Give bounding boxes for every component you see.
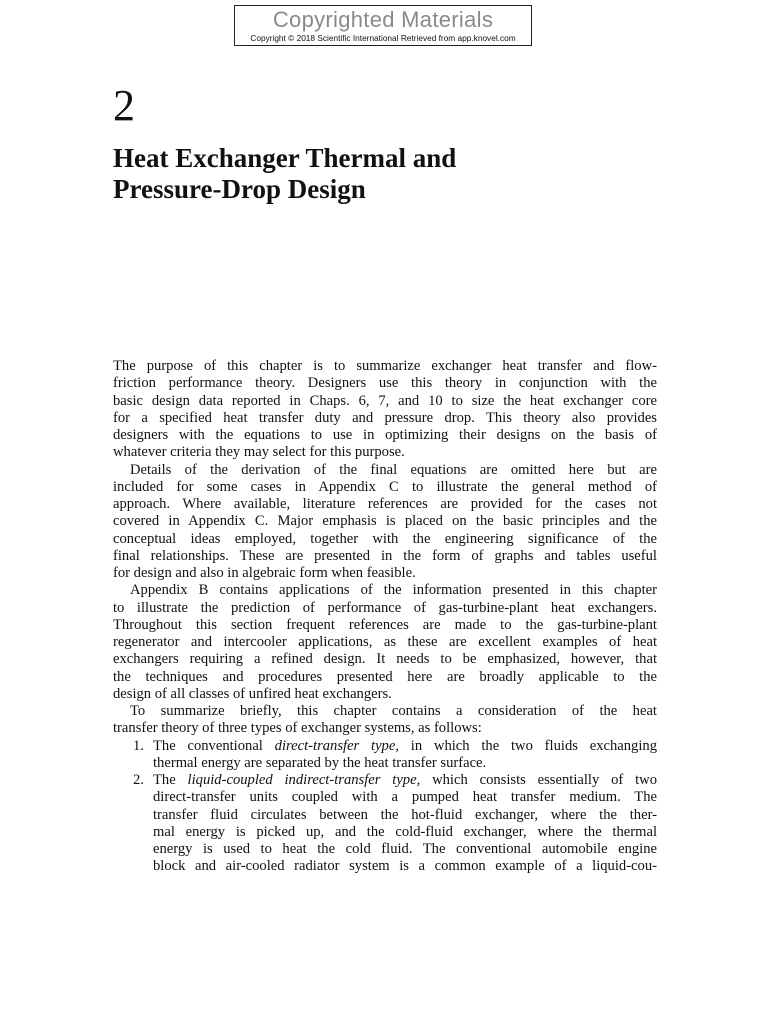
text-line: approach. Where available, literature references are provided for the cases not xyxy=(113,496,657,512)
text-line: whatever criteria they may select for this purpose. xyxy=(113,444,405,461)
text-line: To summarize briefly, this chapter contains a consideration of the heat xyxy=(130,703,657,719)
text-line: the techniques and procedures presented here are broadly applicable to the xyxy=(113,668,657,685)
text-line: basic design data reported in Chaps. 6, 7, and 10 to size the heat exchanger core xyxy=(113,392,657,409)
paragraph-summary xyxy=(113,703,657,738)
text-line: direct-transfer units coupled with a pumped heat transfer medium. The xyxy=(153,789,657,806)
text-line: Throughout this section frequent references are made to the gas-turbine-plant xyxy=(113,616,657,633)
text-line: design of all classes of unfired heat exchangers. xyxy=(113,685,392,702)
text-line: thermal energy are separated by the heat transfer surface. xyxy=(153,754,487,771)
text-line: transfer fluid circulates between the hot-fluid exchanger, where the ther- xyxy=(153,806,657,823)
watermark-title: Copyrighted Materials xyxy=(272,7,494,32)
text-line: block and air-cooled radiator system is a common example of a liquid-cou- xyxy=(153,858,657,875)
text-line: energy is used to heat the cold fluid. The conventional automobile engine xyxy=(153,841,657,857)
chapter-title-line: Pressure-Drop Design xyxy=(113,174,366,204)
text-line: exchangers requiring a refined design. It needs to be emphasized, however, that xyxy=(113,651,657,668)
text-run: The conventional xyxy=(153,737,275,754)
list-number: 1. xyxy=(133,737,144,754)
text-line: designers with the equations to use in optimizing their designs on the basis of xyxy=(113,427,657,443)
text-run: in which the two fluids exchanging xyxy=(398,737,657,754)
chapter-body xyxy=(113,358,657,876)
text-line: mal energy is picked up, and the cold-fluid exchanger, where the thermal xyxy=(153,823,657,840)
copyright-watermark xyxy=(234,5,532,46)
text-line: The purpose of this chapter is to summarize exchanger heat transfer and flow- xyxy=(113,358,657,374)
list-item xyxy=(113,772,657,876)
text-line: to illustrate the prediction of performance of gas-turbine-plant heat exchangers. xyxy=(113,599,657,616)
chapter-number: 2 xyxy=(113,81,135,130)
text-line: included for some cases in Appendix C to illustrate the general method of xyxy=(113,478,657,495)
text-line: friction performance theory. Designers use this theory in conjunction with the xyxy=(113,375,657,392)
text-line: regenerator and intercooler applications, as these are excellent examples of heat xyxy=(113,634,657,650)
text-line: final relationships. These are presented in the form of graphs and tables useful xyxy=(113,547,657,564)
text-line xyxy=(153,772,657,789)
text-line: conceptual ideas employed, together with the engineering significance of the xyxy=(113,530,657,547)
text-line xyxy=(153,738,657,755)
term-direct-transfer: direct-transfer type, xyxy=(274,737,399,754)
text-line: Appendix B contains applications of the information presented in this chapter xyxy=(130,582,657,599)
watermark-subtitle: Copyright © 2018 Scientific International Retrieved from app.knovel.com xyxy=(250,33,516,43)
text-line: Details of the derivation of the final equations are omitted here but are xyxy=(130,461,657,478)
list-item xyxy=(113,738,657,773)
text-line: transfer theory of three types of exchanger systems, as follows: xyxy=(113,720,482,737)
text-line: for a specified heat transfer duty and pressure drop. This theory also provides xyxy=(113,409,657,426)
paragraph-appendix-b xyxy=(113,582,657,703)
paragraph-intro xyxy=(113,358,657,462)
text-run: The xyxy=(153,772,188,788)
text-line: covered in Appendix C. Major emphasis is placed on the basic principles and the xyxy=(113,513,657,530)
text-line: for design and also in algebraic form when feasible. xyxy=(113,565,416,581)
term-liquid-coupled: liquid-coupled indirect-transfer type, xyxy=(187,772,421,788)
paragraph-derivation xyxy=(113,462,657,583)
text-run: which consists essentially of two xyxy=(420,772,657,788)
list-number: 2. xyxy=(133,772,144,788)
chapter-title-line: Heat Exchanger Thermal and xyxy=(113,143,457,173)
chapter-title xyxy=(113,143,673,205)
exchanger-types-list xyxy=(113,738,657,876)
